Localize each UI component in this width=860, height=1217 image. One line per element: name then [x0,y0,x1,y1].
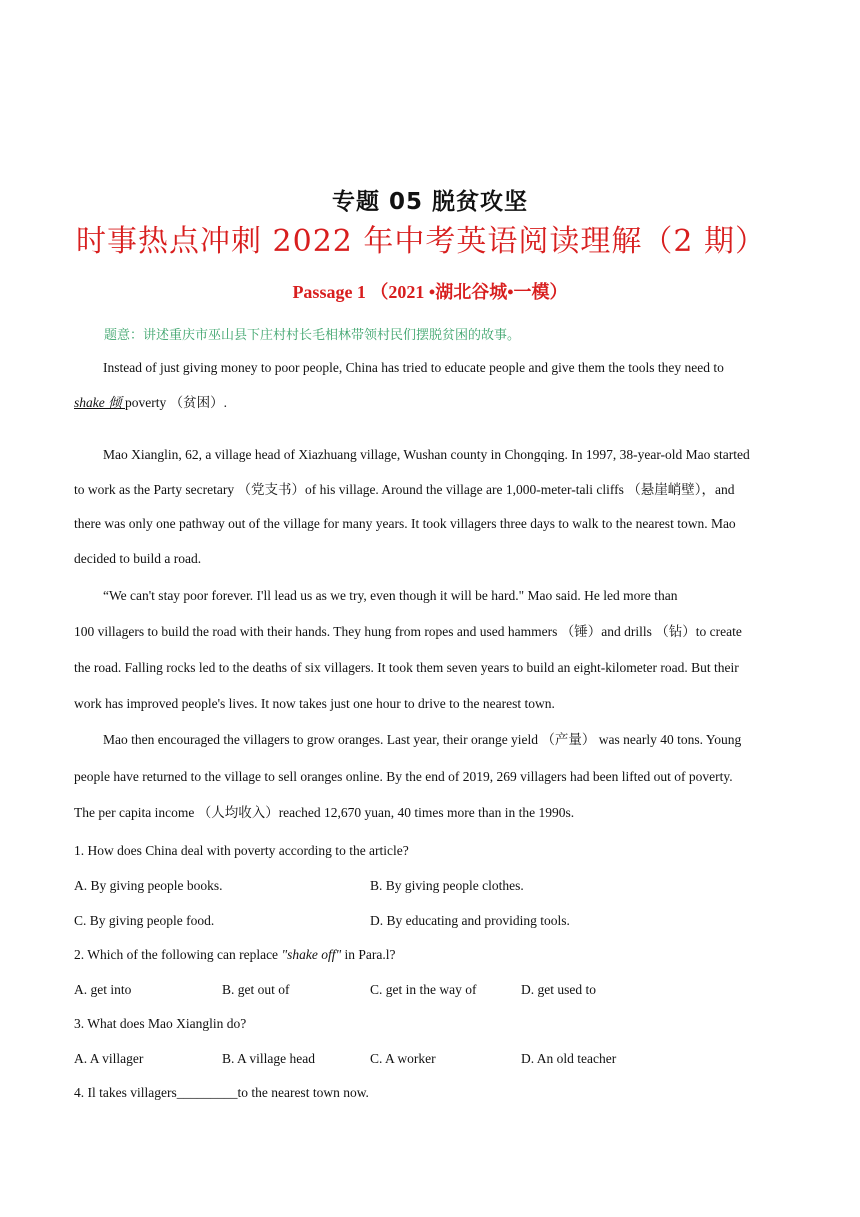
para4-line2: people have returned to the village to sell oranges online. By the end of 2019, 269 villagers had been lifted out of poverty. [74,769,733,784]
q2-stem-phrase: "shake off" [281,947,342,962]
para2-line2: to work as the Party secretary （党支书）of his village. Around the village are 1,000-meter-tali cliffs （悬崖峭壁），and [74,482,735,497]
q2-stem-pre: 2. Which of the following can replace [74,947,282,962]
para2-line4: decided to build a road. [74,551,202,566]
para1-line2 [74,394,794,412]
question-3: 3. What does Mao Xianglin do? [74,1016,247,1031]
para2-line1: Mao Xianglin, 62, a village head of Xiazhuang village, Wushan county in Chongqing. In 1997, 38-year-old Mao started [103,447,750,462]
question-2 [74,946,794,964]
page-title: 时事热点冲刺 2022 年中考英语阅读理解（2 期） [76,224,767,259]
para1-line1: Instead of just giving money to poor people, China has tried to educate people and give them the tools they need to [103,360,724,375]
question-1: 1. How does China deal with poverty according to the article? [74,843,409,858]
para3-line3: the road. Falling rocks led to the deaths of six villagers. It took them seven years to build an eight-kilometer road. But their [74,660,739,675]
highlighted-phrase: shake 倾 [74,395,125,410]
question-4: 4. Il takes villagers_________to the nearest town now. [74,1085,369,1100]
para4-line1: Mao then encouraged the villagers to grow oranges. Last year, their orange yield （产量） was nearly 40 tons. Young [103,732,742,747]
q3-option-b: B. A village head [222,1051,315,1066]
q2-option-b: B. get out of [222,982,290,997]
q1-option-a: A. By giving people books. [74,878,223,893]
para1-rest: poverty （贫困）. [125,395,227,410]
q2-option-c: C. get in the way of [370,982,477,997]
para2-line3: there was only one pathway out of the village for many years. It took villagers three days to walk to the nearest town. Mao [74,516,736,531]
para3-line1: “We can't stay poor forever. I'll lead us as we try, even though it will be hard." Mao said. He led more than [103,588,678,603]
para4-line3: The per capita income （人均收入）reached 12,670 yuan, 40 times more than in the 1990s. [74,805,575,820]
para3-line2: 100 villagers to build the road with their hands. They hung from ropes and used hammers （锤）and drills （钻）to create [74,624,742,639]
q3-option-c: C. A worker [370,1051,436,1066]
q3-option-d: D. An old teacher [521,1051,617,1066]
q3-option-a: A. A villager [74,1051,144,1066]
q2-option-a: A. get into [74,982,132,997]
topic-heading: 专题 05 脱贫攻坚 [331,189,529,215]
q1-option-d: D. By educating and providing tools. [370,913,570,928]
q1-option-c: C. By giving people food. [74,913,215,928]
q1-option-b: B. By giving people clothes. [370,878,524,893]
q2-option-d: D. get used to [521,982,596,997]
q2-stem-post: in Para.l? [341,947,396,962]
theme-note: 题意：讲述重庆市巫山县下庄村村长毛相林带领村民们摆脱贫困的故事。 [104,328,521,343]
passage-title: Passage 1 （2021 •湖北谷城•一模） [292,282,568,302]
para3-line4: work has improved people's lives. It now takes just one hour to drive to the nearest town. [74,696,555,711]
